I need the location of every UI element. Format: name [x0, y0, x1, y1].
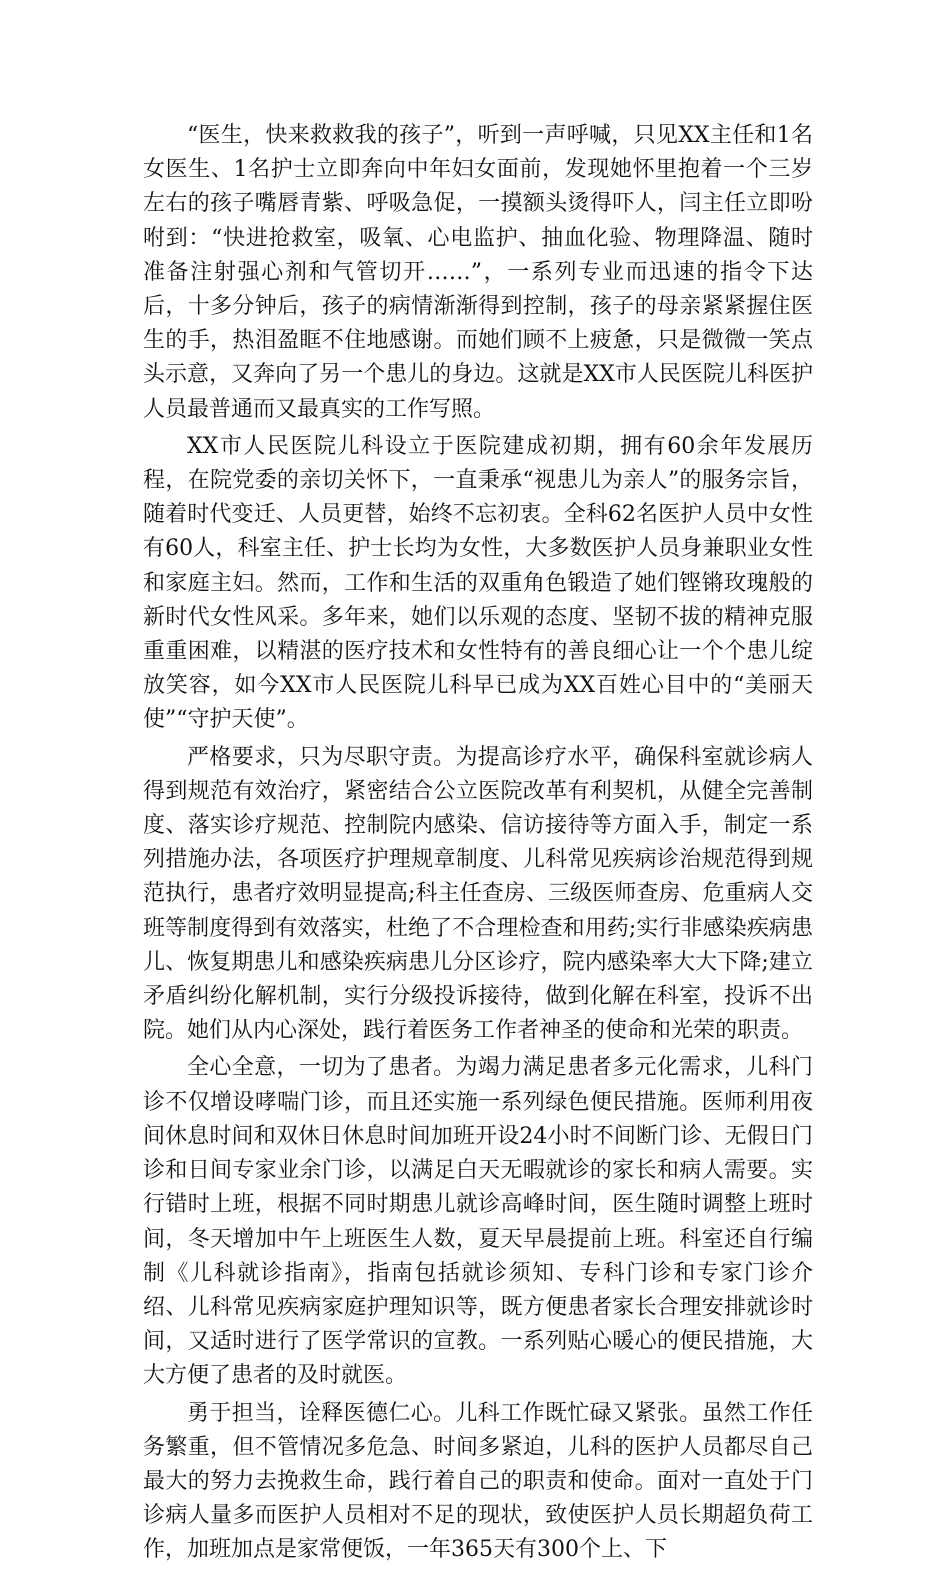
paragraph-taking-responsibility: 勇于担当，诠释医德仁心。儿科工作既忙碌又紧张。虽然工作任务繁重，但不管情况多危急、时间多紧迫，儿科的医护人员都尽自己最大的努力去挽救生命，践行着自己的职责和使命。面对一直处于门诊病人量多而医护人员相对不足的现状，致使医护人员长期超负荷工作，加班加点是家常便饭，一年365天有300个上、下: [143, 1400, 813, 1563]
paragraph-patient-service: 全心全意，一切为了患者。为竭力满足患者多元化需求，儿科门诊不仅增设哮喘门诊，而且还实施一系列绿色便民措施。医师利用夜间休息时间和双休日休息时间加班开设24小时不间断门诊、无假日门诊和日间专家业余门诊，以满足白天无暇就诊的家长和病人需要。实行错时上班，根据不同时期患儿就诊高峰时间，医生随时调整上班时间，冬天增加中午上班医生人数，夏天早晨提前上班。科室还自行编制《儿科就诊指南》，指南包括就诊须知、专科门诊和专家门诊介绍、儿科常见疾病家庭护理知识等，既方便患者家长合理安排就诊时间，又适时进行了医学常识的宣教。一系列贴心暖心的便民措施，大大方便了患者的及时就医。: [143, 1055, 813, 1389]
body-text: [143, 119, 813, 1571]
paragraph-emergency-rescue: “医生，快来救救我的孩子”，听到一声呼喊，只见XX主任和1名女医生、1名护士立即奔向中年妇女面前，发现她怀里抱着一个三岁左右的孩子嘴唇青紫、呼吸急促，一摸额头烫得吓人，闫主任立即吩咐到：“快进抢救室，吸氧、心电监护、抽血化验、物理降温、随时准备注射强心剂和气管切开……”，一系列专业而迅速的指令下达后，十多分钟后，孩子的病情渐渐得到控制，孩子的母亲紧紧握住医生的手，热泪盈眶不住地感谢。而她们顾不上疲惫，只是微微一笑点头示意，又奔向了另一个患儿的身边。这就是XX市人民医院儿科医护人员最普通而又最真实的工作写照。: [143, 123, 813, 422]
paragraph-department-history: XX市人民医院儿科设立于医院建成初期，拥有60余年发展历程，在院党委的亲切关怀下，一直秉承“视患儿为亲人”的服务宗旨，随着时代变迁、人员更替，始终不忘初衷。全科62名医护人员中女性有60人，科室主任、护士长均为女性，大多数医护人员身兼职业女性和家庭主妇。然而，工作和生活的双重角色锻造了她们铿锵玫瑰般的新时代女性风采。多年来，她们以乐观的态度、坚韧不拔的精神克服重重困难，以精湛的医疗技术和女性特有的善良细心让一个个患儿绽放笑容，如今XX市人民医院儿科早已成为XX百姓心目中的“美丽天使”“守护天使”。: [143, 433, 813, 733]
paragraph-strict-requirements: 严格要求，只为尽职守责。为提高诊疗水平，确保科室就诊病人得到规范有效治疗，紧密结合公立医院改革有利契机，从健全完善制度、落实诊疗规范、控制院内感染、信访接待等方面入手，制定一系列措施办法，各项医疗护理规章制度、儿科常见疾病诊治规范得到规范执行，患者疗效明显提高;科主任查房、三级医师查房、危重病人交班等制度得到有效落实，杜绝了不合理检查和用药;实行非感染疾病患儿、恢复期患儿和感染疾病患儿分区诊疗，院内感染率大大下降;建立矛盾纠纷化解机制，实行分级投诉接待，做到化解在科室，投诉不出院。她们从内心深处，践行着医务工作者神圣的使命和光荣的职责。: [143, 744, 813, 1044]
